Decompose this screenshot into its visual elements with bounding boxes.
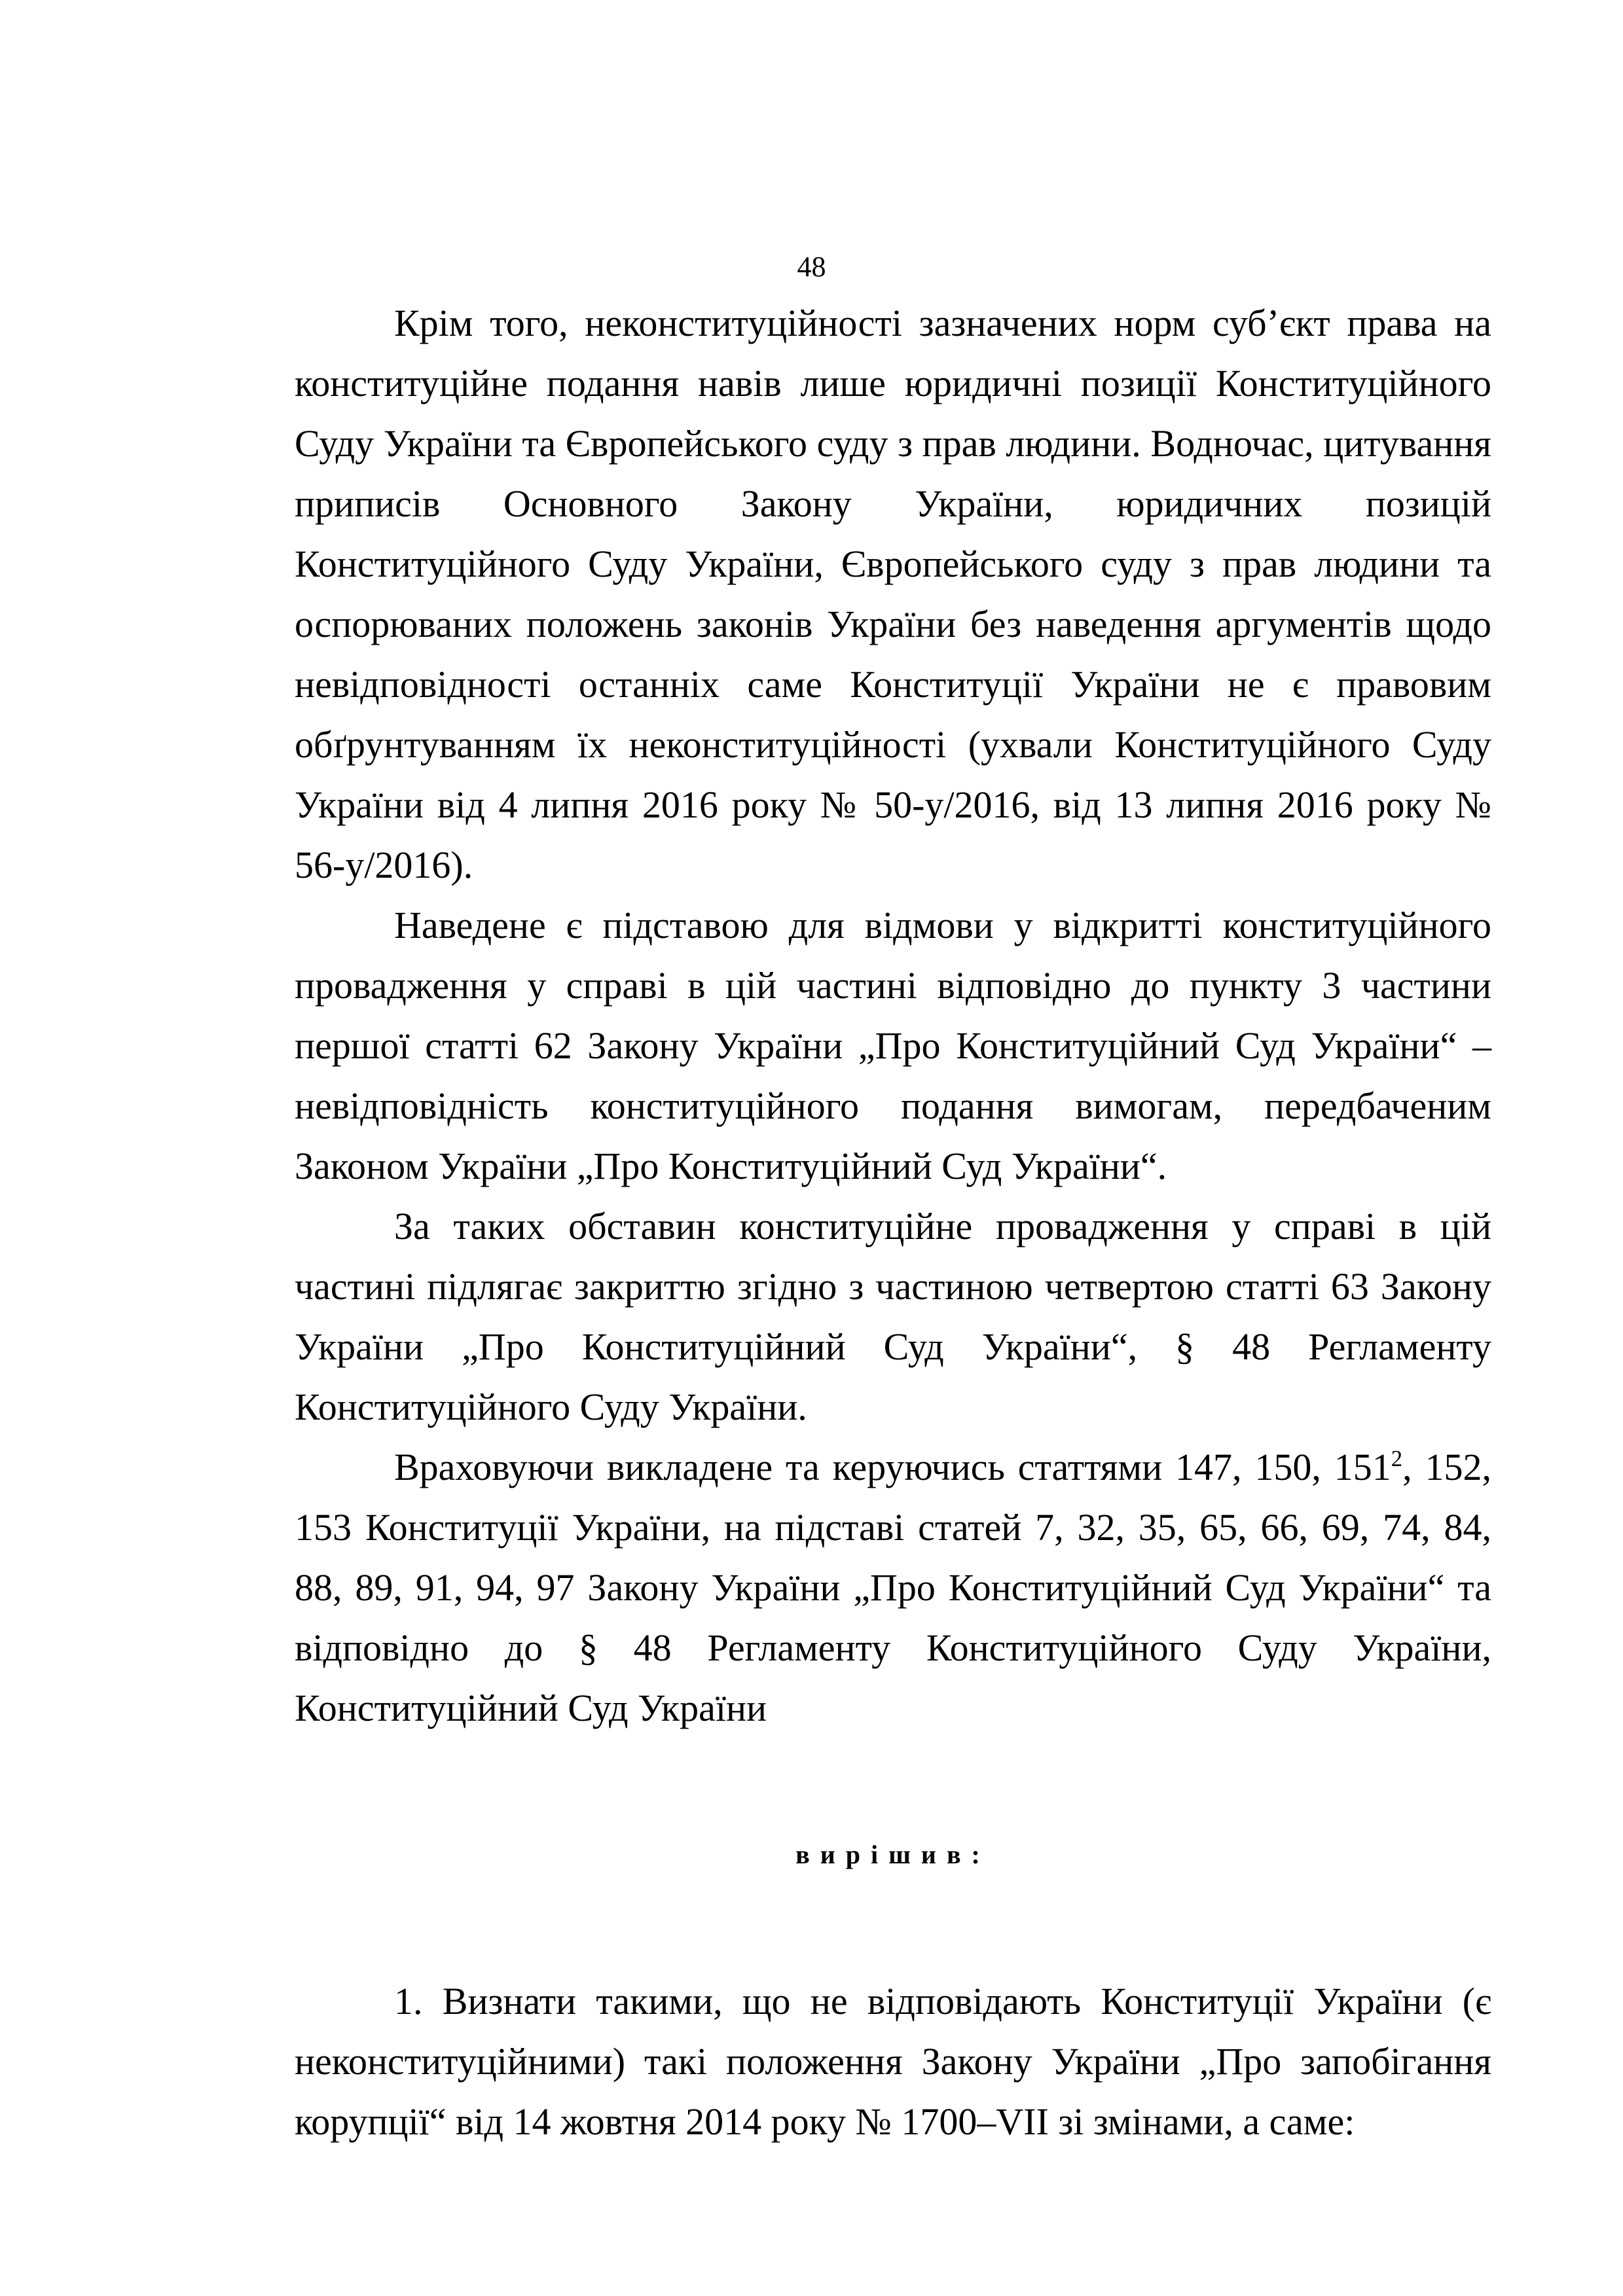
paragraph-legal-basis [295,1437,1491,1738]
article-superscript: 2 [1391,1446,1403,1472]
page-number: 48 [797,251,826,283]
document-body [295,293,1491,2152]
decision-item-1: 1. Визнати такими, що не відповідають Конституції України (є неконституційними) такі положення Закону України „Про запобігання корупції“ від 14 жовтня 2014 року № 1700–VII зі змінами, а саме: [295,1980,1491,2143]
legal-basis-text-start: Враховуючи викладене та керуючись статтями 147, 150, 151 [394,1446,1391,1488]
legal-basis-text-end: , 152, 153 Конституції України, на підставі статей 7, 32, 35, 65, 66, 69, 74, 84, 88, 89, 91, 94, 97 Закону України „Про Конституційний Суд України“ та відповідно до § 48 Регламенту Конституційного Суду України, Конституційний Суд України [295,1446,1492,1729]
paragraph-no-substantiation: Крім того, неконституційності зазначених норм суб’єкт права на конституційне подання навів лише юридичні позиції Конституційного Суду України та Європейського суду з прав людини. Водночас, цитування приписів Основного Закону України, юридичних позицій Конституційного Суду України, Європейського суду з прав людини та оспорюваних положень законів України без наведення аргументів щодо невідповідності останніх саме Конституції України не є правовим обґрунтуванням їх неконституційності (ухвали Конституційного Суду України від 4 липня 2016 року № 50-у/2016, від 13 липня 2016 року № 56-у/2016). [295,302,1491,886]
decision-heading: вирішив: [795,1840,991,1869]
paragraph-proceedings-closure: За таких обставин конституційне провадження у справі в цій частині підлягає закриттю згідно з частиною четвертою статті 63 Закону України „Про Конституційний Суд України“, § 48 Регламенту Конституційного Суду України. [295,1205,1491,1428]
paragraph-refusal-grounds: Наведене є підставою для відмови у відкритті конституційного провадження у справі в цій частині відповідно до пункту 3 частини першої статті 62 Закону України „Про Конституційний Суд України“ – невідповідність конституційного подання вимогам, передбаченим Законом України „Про Конституційний Суд України“. [295,904,1491,1187]
